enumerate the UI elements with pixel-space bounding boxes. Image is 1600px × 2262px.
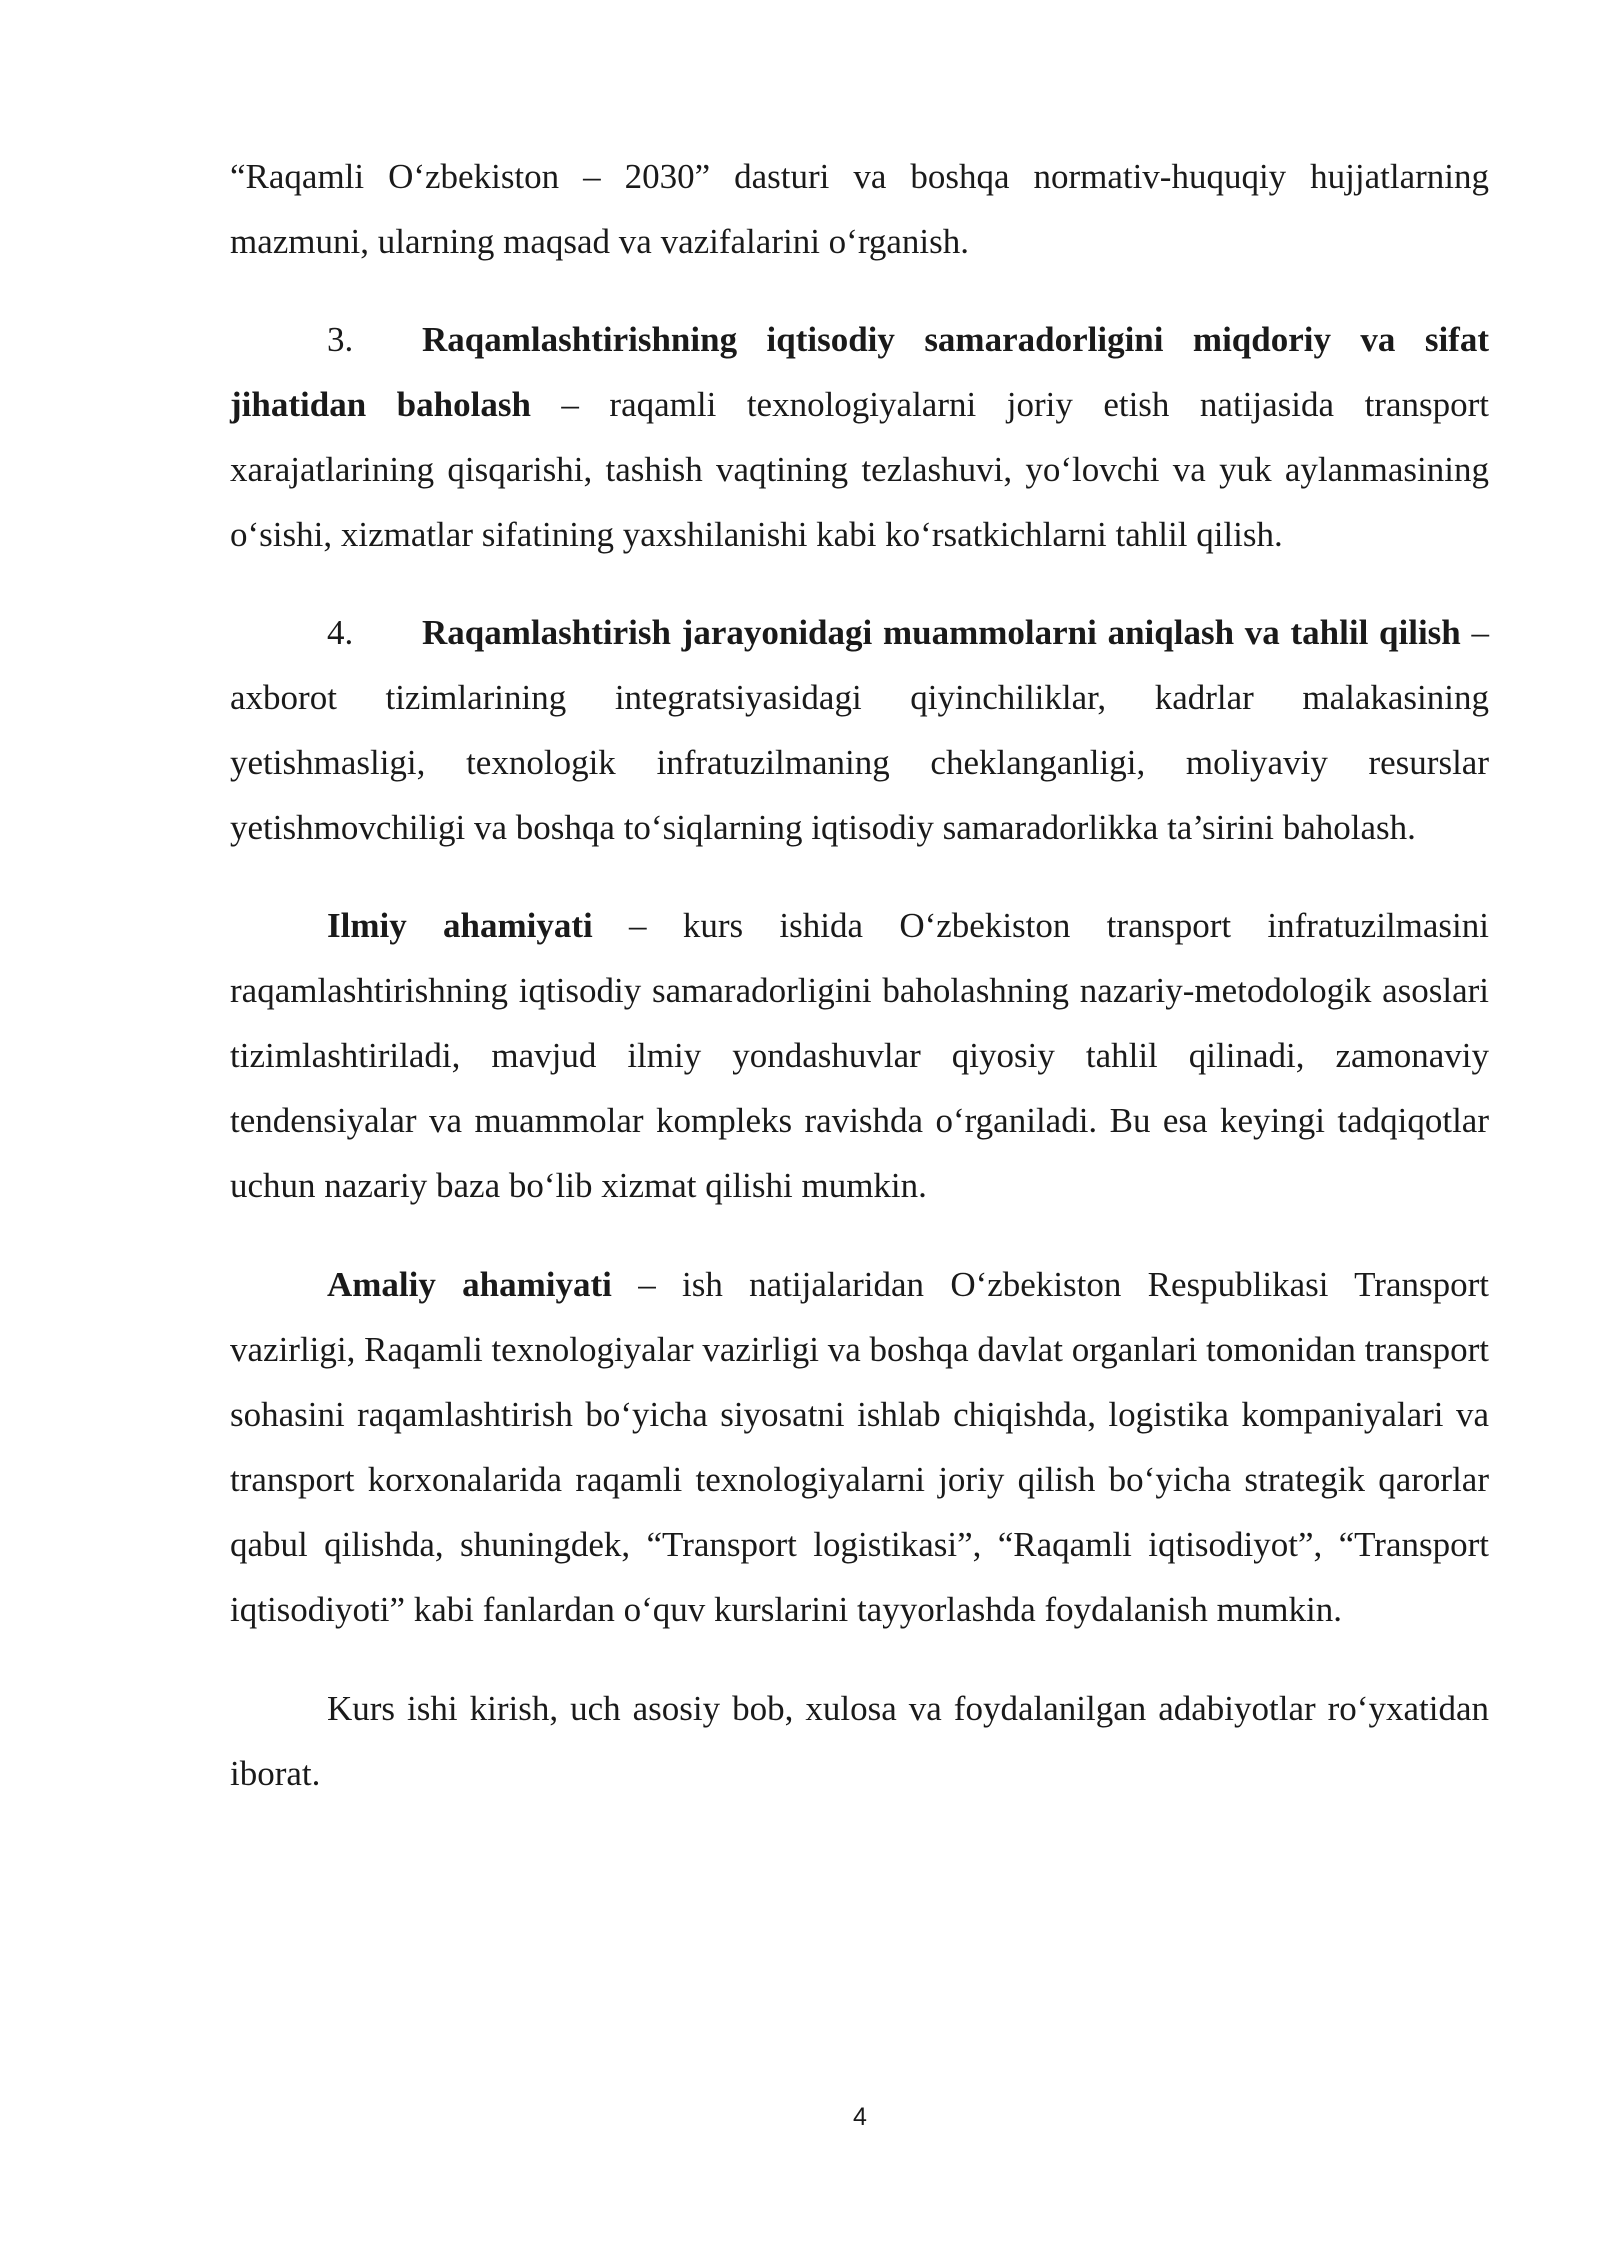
paragraph-structure <box>230 1676 1489 1806</box>
paragraph-scientific-significance <box>230 893 1489 1218</box>
paragraph-heading: Amaliy ahamiyati <box>327 1265 612 1304</box>
list-number: 3. <box>327 320 354 359</box>
paragraph-text: – ish natijalaridan O‘zbekiston Respublikasi Transport vazirligi, Raqamli texnologiyalar vazirligi va boshqa davlat organlari tomonidan transport sohasini raqamlashtirish bo‘yicha siyosatni ishlab chiqishda, logistika kompaniyalari va transport korxonalarida raqamli texnologiyalarni joriy qilish bo‘yicha strategik qarorlar qabul qilishda, shuningdek, “Transport logistikasi”, “Raqamli iqtisodiyot”, “Transport iqtisodiyoti” kabi fanlardan o‘quv kurslarini tayyorlashda foydalanish mumkin. <box>230 1265 1490 1629</box>
body-text <box>230 144 1489 1806</box>
paragraph-text: – raqamli texnologiyalarni joriy etish natijasida transport xarajatlarining qisqarishi, tashish vaqtining tezlashuvi, yo‘lovchi va yuk aylanmasining o‘sishi, xizmatlar sifatining yaxshilanishi kabi ko‘rsatkichlarni tahlil qilish. <box>230 385 1489 554</box>
paragraph-task-3 <box>230 307 1489 567</box>
paragraph-practical-significance <box>230 1252 1489 1642</box>
paragraph-text: Kurs ishi kirish, uch asosiy bob, xulosa va foydalanilgan adabiyotlar ro‘yxatidan iborat. <box>230 1689 1489 1793</box>
paragraph-text: “Raqamli O‘zbekiston – 2030” dasturi va boshqa normativ-huquqiy hujjatlarning mazmuni, ularning maqsad va vazifalarini o‘rganish. <box>230 157 1489 261</box>
paragraph-program-study <box>230 144 1489 274</box>
paragraph-task-4 <box>230 600 1489 860</box>
paragraph-heading: Ilmiy ahamiyati <box>327 906 593 945</box>
paragraph-heading: Raqamlashtirish jarayonidagi muammolarni aniqlash va tahlil qilish <box>422 613 1461 652</box>
paragraph-heading: Raqamlashtirishning iqtisodiy samaradorligini miqdoriy va sifat jihatidan baholash <box>230 320 1489 424</box>
list-number: 4. <box>327 613 354 652</box>
paragraph-text: – kurs ishida O‘zbekiston transport infratuzilmasini raqamlashtirishning iqtisodiy samaradorligini baholashning nazariy-metodologik asoslari tizimlashtiriladi, mavjud ilmiy yondashuvlar qiyosiy tahlil qilinadi, zamonaviy tendensiyalar va muammolar kompleks ravishda o‘rganiladi. Bu esa keyingi tadqiqotlar uchun nazariy baza bo‘lib xizmat qilishi mumkin. <box>230 906 1489 1205</box>
paragraph-text: – axborot tizimlarining integratsiyasidagi qiyinchiliklar, kadrlar malakasining yetishmasligi, texnologik infratuzilmaning cheklanganligi, moliyaviy resurslar yetishmovchiligi va boshqa to‘siqlarning iqtisodiy samaradorlikka ta’sirini baholash. <box>230 613 1489 847</box>
page-number: 4 <box>853 2103 867 2131</box>
